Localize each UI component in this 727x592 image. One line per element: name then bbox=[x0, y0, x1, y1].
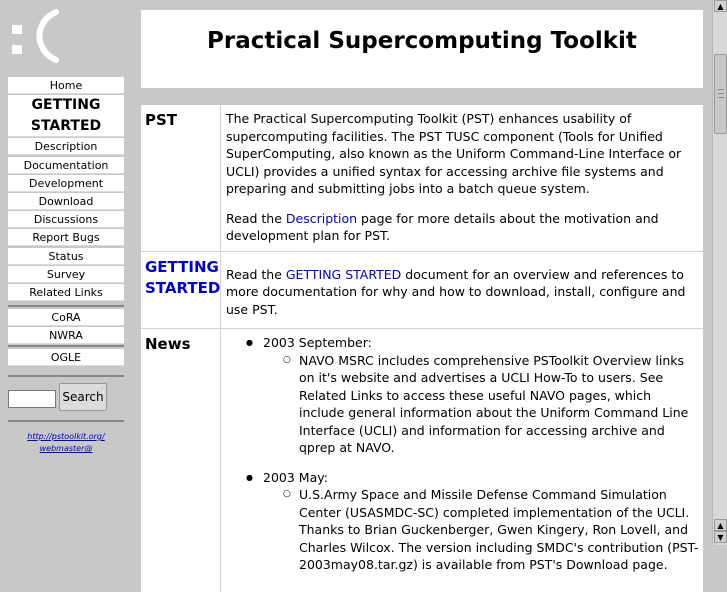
row-heading-news: News bbox=[141, 329, 221, 592]
pst-description-paragraph: Read the Description page for more details about the motivation and development plan for PST. bbox=[226, 210, 659, 243]
title-banner bbox=[141, 10, 703, 88]
row-pst bbox=[141, 105, 703, 252]
sidebar-item-nwra[interactable]: NWRA bbox=[8, 327, 124, 344]
row-body-news bbox=[221, 329, 703, 592]
description-link[interactable]: Description bbox=[285, 210, 358, 226]
sidebar-item-description[interactable]: Description bbox=[8, 138, 124, 155]
getting-started-link[interactable]: GETTING STARTED bbox=[285, 266, 402, 282]
sidebar-item-development[interactable]: Development bbox=[8, 175, 124, 192]
sidebar-item-cora[interactable]: CoRA bbox=[8, 309, 124, 326]
news-item: ● 2003 September: ○ NAVO MSRC includes comprehensive PSToolkit Overview links on it's website and advertises a UCLI How-To to users. See Related Links to access these useful NAVO pages, which include general information about the Uniform Command Line Interface (UCLI) and information for accessing archive and qprep at NAVO. bbox=[246, 334, 699, 457]
sidebar-item-getting-started[interactable]: GETTING STARTED bbox=[8, 95, 124, 137]
divider bbox=[8, 420, 124, 422]
row-news bbox=[141, 329, 703, 592]
nav-ogle bbox=[8, 349, 124, 367]
nav-main bbox=[8, 77, 124, 302]
divider bbox=[8, 375, 124, 377]
sidebar-item-survey[interactable]: Survey bbox=[8, 266, 124, 283]
scroll-up-icon[interactable]: ▲ bbox=[714, 519, 727, 531]
news-item-detail: ○ U.S.Army Space and Missile Defense Command Simulation Center (USASMDC-SC) completed implementation of the UCLI. Thanks to Brian Guckenberger, Gwen Kingery, Ron Lovell, and Charles Wilcox. The version including SMDC's contribution (PST-2003may08.tar.gz) is available from PST's Download page. bbox=[283, 486, 699, 574]
getting-started-paragraph: Read the GETTING STARTED document for an overview and references to more documentation for why and how to download, install, configure and use PST. bbox=[226, 266, 686, 317]
sidebar-item-discussions[interactable]: Discussions bbox=[8, 211, 124, 228]
sidebar bbox=[0, 0, 131, 545]
main-content bbox=[141, 10, 703, 572]
sidebar-item-home[interactable]: Home bbox=[8, 77, 124, 94]
getting-started-heading-link[interactable]: GETTING STARTED bbox=[145, 257, 221, 297]
scroll-thumb[interactable] bbox=[714, 54, 727, 134]
sidebar-item-ogle[interactable]: OGLE bbox=[8, 349, 124, 366]
search-button[interactable]: Search bbox=[59, 383, 107, 411]
page-title: Practical Supercomputing Toolkit bbox=[207, 28, 637, 54]
scroll-down-icon[interactable]: ▼ bbox=[714, 531, 727, 543]
sidebar-item-related-links[interactable]: Related Links bbox=[8, 284, 124, 301]
sidebar-item-report-bugs[interactable]: Report Bugs bbox=[8, 229, 124, 246]
scroll-up-icon[interactable]: ▲ bbox=[714, 0, 727, 12]
nav-partners bbox=[8, 309, 124, 345]
divider bbox=[8, 345, 124, 347]
sidebar-item-documentation[interactable]: Documentation bbox=[8, 157, 124, 174]
webmaster-link[interactable]: webmaster@ bbox=[39, 444, 93, 453]
row-body-pst bbox=[221, 105, 703, 251]
content-table bbox=[141, 105, 703, 592]
row-heading-pst: PST bbox=[141, 105, 221, 251]
divider bbox=[8, 305, 124, 307]
news-item-detail: ○ NAVO MSRC includes comprehensive PSToolkit Overview links on it's website and advertises a UCLI How-To to users. See Related Links to access these useful NAVO pages, which include general information about the Uniform Command Line Interface (UCLI) and information for accessing archive and qprep at NAVO. bbox=[283, 352, 699, 457]
row-getting-started bbox=[141, 252, 703, 330]
row-heading-getting-started bbox=[141, 252, 221, 329]
row-body-getting-started bbox=[221, 252, 703, 329]
news-item: ● 2003 May: ○ U.S.Army Space and Missile Defense Command Simulation Center (USASMDC-SC) completed implementation of the UCLI. Thanks to Brian Guckenberger, Gwen Kingery, Ron Lovell, and Charles Wilcox. The version including SMDC's contribution (PST-2003may08.tar.gz) is available from PST's Download page. bbox=[246, 469, 699, 574]
sidebar-item-download[interactable]: Download bbox=[8, 193, 124, 210]
site-url-link[interactable]: http://pstoolkit.org/ bbox=[27, 432, 105, 441]
pst-intro-paragraph: The Practical Supercomputing Toolkit (PST) enhances usability of supercomputing facilities. The PST TUSC component (Tools for Unified SuperComputing, also known as the Uniform Command-Line Interface or UCLI) provides a unified syntax for accessing archive file systems and preparing and submitting jobs into a batch queue system. bbox=[226, 111, 682, 196]
news-list bbox=[226, 334, 699, 574]
sidebar-item-status[interactable]: Status bbox=[8, 248, 124, 265]
search-input[interactable] bbox=[8, 390, 56, 408]
vertical-scrollbar[interactable] bbox=[712, 0, 727, 545]
frown-logo bbox=[4, 6, 68, 64]
